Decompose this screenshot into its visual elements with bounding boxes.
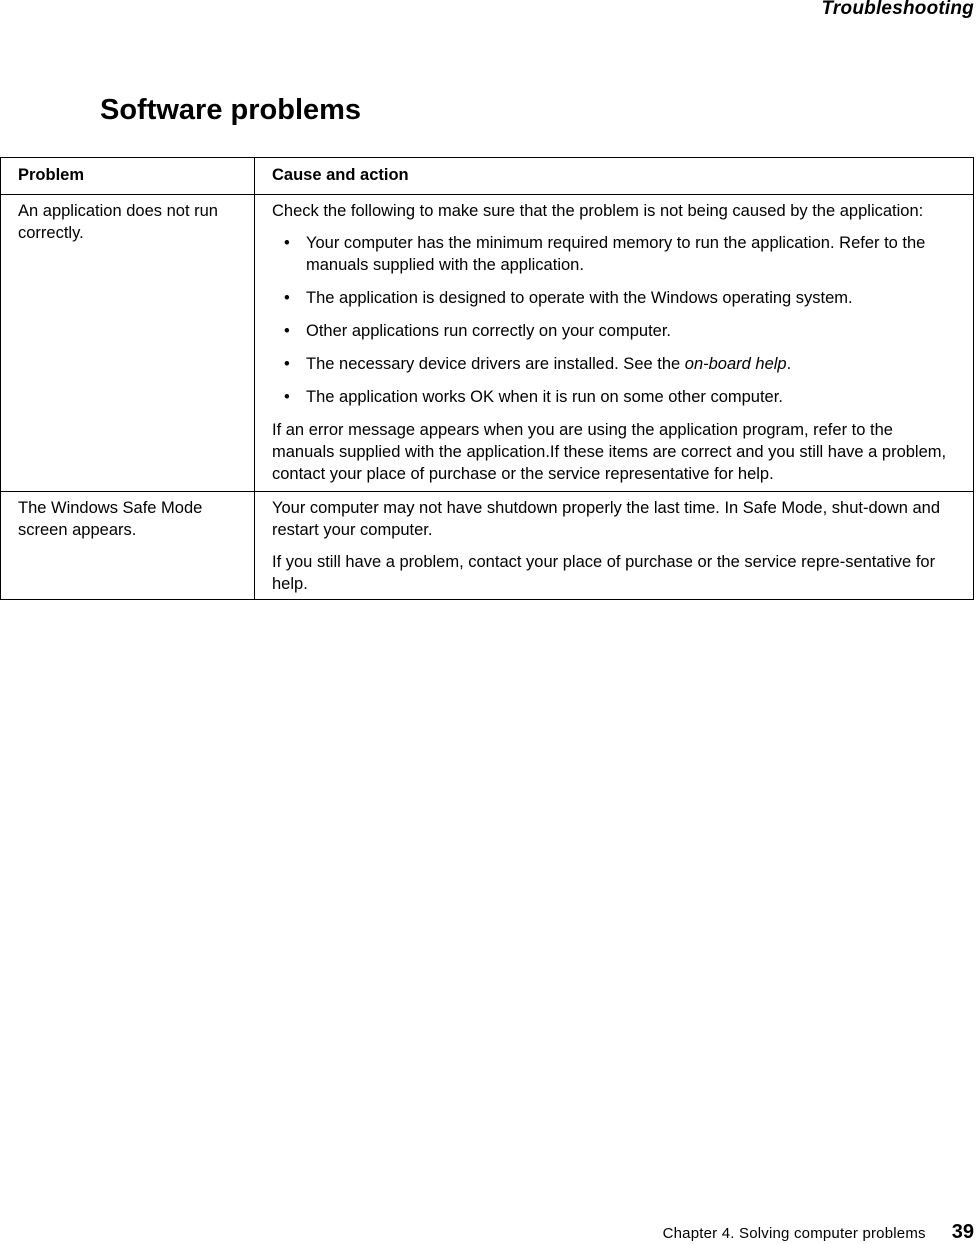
list-item (272, 287, 959, 309)
running-header-title: Troubleshooting (821, 0, 974, 19)
table-row (1, 492, 974, 600)
action-paragraph: Your computer may not have shutdown properly the last time. In Safe Mode, shut-down and restart your computer. (272, 499, 941, 539)
table-row (1, 195, 974, 492)
page-number: 39 (951, 1221, 974, 1243)
checklist (272, 232, 959, 408)
list-item (272, 386, 959, 408)
action-cell (255, 195, 974, 492)
action-intro: Check the following to make sure that the problem is not being caused by the application: (272, 202, 924, 220)
list-item-text: The application is designed to operate with the Windows operating system. (306, 289, 853, 307)
column-header-cause-action: Cause and action (255, 158, 974, 195)
table-header-row (1, 158, 974, 195)
bullet-icon: • (284, 388, 290, 406)
section-title: Software problems (100, 94, 362, 126)
list-item-text: Other applications run correctly on your computer. (306, 322, 672, 340)
problem-cell: The Windows Safe Mode screen appears. (1, 492, 255, 600)
footer-chapter-title: Chapter 4. Solving computer problems (662, 1225, 926, 1242)
column-header-problem: Problem (1, 158, 255, 195)
bullet-icon: • (284, 322, 290, 340)
list-item-text: The necessary device drivers are installed. See the (306, 355, 685, 373)
list-item (272, 232, 959, 276)
action-closing: If an error message appears when you are using the application program, refer to the manuals supplied with the application.If these items are correct and you still have a problem, contact your place of purchase or the service representative for help. (272, 421, 947, 483)
bullet-icon: • (284, 289, 290, 307)
action-cell (255, 492, 974, 600)
list-item (272, 353, 959, 375)
list-item-text: The application works OK when it is run on some other computer. (306, 388, 783, 406)
bullet-icon: • (284, 234, 290, 252)
list-item-suffix: . (786, 355, 792, 373)
list-item (272, 320, 959, 342)
action-paragraph: If you still have a problem, contact your place of purchase or the service repre-sentative for help. (272, 553, 936, 593)
troubleshooting-table (0, 157, 974, 600)
on-board-help-reference: on-board help (684, 355, 787, 373)
list-item-text: Your computer has the minimum required memory to run the application. Refer to the manuals supplied with the application. (306, 234, 926, 274)
page-footer (663, 1221, 974, 1244)
problem-cell: An application does not run correctly. (1, 195, 255, 492)
bullet-icon: • (284, 355, 290, 373)
